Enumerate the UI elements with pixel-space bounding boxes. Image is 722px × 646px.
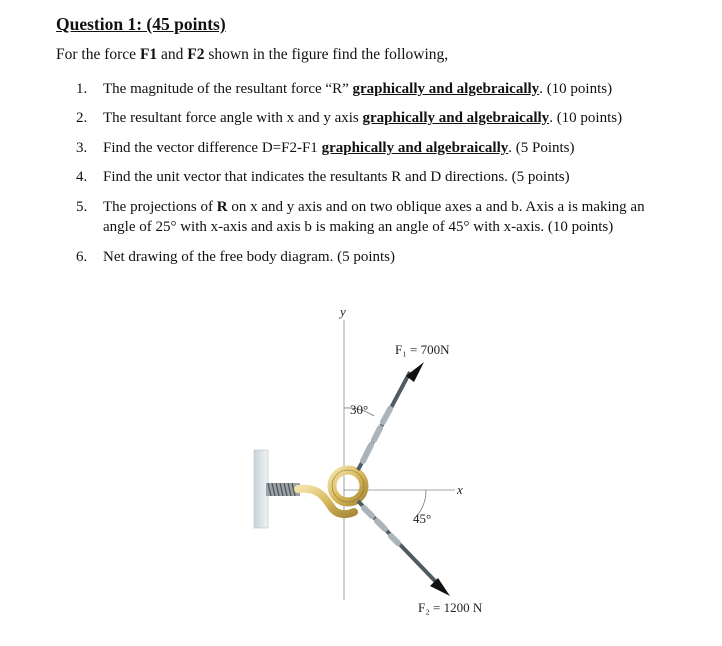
question-item-3: 3. Find the vector difference D=F2-F1 graphically and algebraically. (5 Points) [76, 140, 575, 156]
eye-hook [298, 470, 364, 514]
f1-term: F1 [139, 46, 158, 63]
force-diagram [240, 290, 540, 630]
question-item-2: 2. The resultant force angle with x and y axis graphically and algebraically. (10 points) [76, 110, 623, 126]
f1-label: F₁ = 700N [395, 342, 450, 357]
intro-text: For the force F1 and F2 shown in the figure find the following, [56, 46, 449, 63]
question-title: Question 1: (45 points) [56, 14, 226, 34]
question-item-1: 1. The magnitude of the resultant force “R” graphically and algebraically. (10 points) [76, 81, 613, 97]
question-item-6: 6. Net drawing of the free body diagram. (5 points) [76, 249, 395, 265]
f2-label: F₂ = 1200 N [418, 600, 483, 615]
question-item-5: 5. The projections of R on x and y axis and on two oblique axes a and b. Axis a is making an angle of 25° with x-axis and axis b is making an angle of 45° with x-axis. (10 points) [76, 199, 645, 235]
angle-30-label: 30° [350, 402, 369, 417]
f2-term: F2 [187, 46, 205, 63]
question-item-4: 4. Find the unit vector that indicates the resultants R and D directions. (5 points) [76, 169, 570, 185]
y-axis-label: y [340, 304, 346, 319]
f1-cable [358, 372, 410, 470]
angle-45-label: 45° [413, 511, 432, 526]
wall [254, 450, 268, 528]
x-axis-label: x [457, 482, 463, 497]
